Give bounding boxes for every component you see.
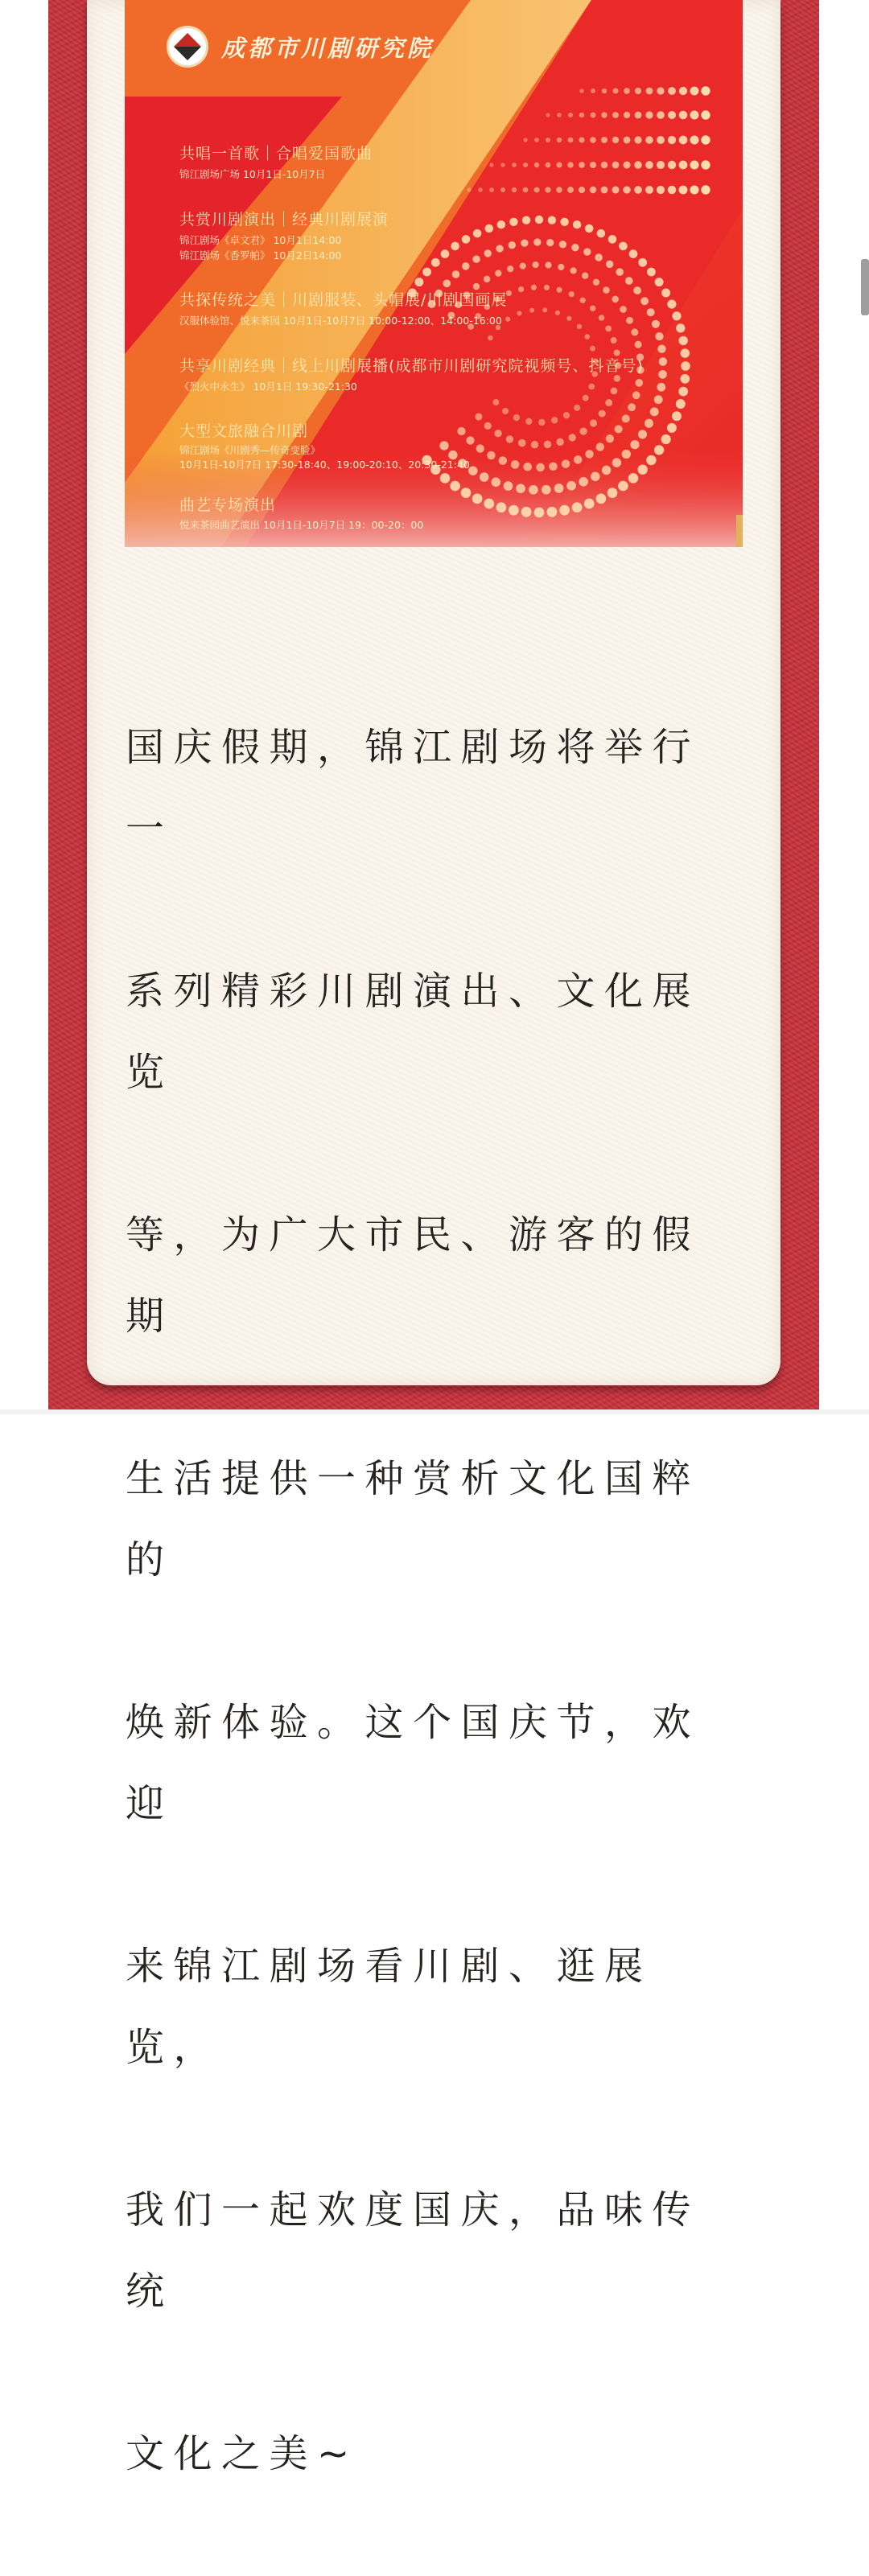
decor-dot — [546, 138, 550, 142]
event-title-6: 曲艺专场演出 — [179, 496, 277, 514]
decor-dot — [668, 111, 676, 119]
decor-dot — [531, 441, 539, 449]
decor-dot — [645, 186, 653, 194]
decor-dot — [569, 434, 576, 441]
event-title-3: 共探传统之美｜川剧服装、头帽展/川剧国画展 — [179, 291, 508, 309]
event-detail-5b: 10月1日-10月7日 17:30-18:40、19:00-20:10、20:30-21:40 — [179, 459, 470, 471]
decor-dot — [563, 412, 570, 418]
decor-dot — [488, 335, 493, 341]
decor-dot — [630, 440, 639, 449]
decor-dot — [601, 137, 607, 143]
decor-dot — [518, 439, 525, 446]
decor-dot — [480, 472, 489, 482]
decor-dot — [577, 324, 582, 329]
decor-dot — [690, 111, 699, 120]
decor-dot — [571, 244, 579, 251]
decor-dot — [462, 235, 471, 244]
decor-dot — [534, 508, 545, 518]
decor-dot — [536, 463, 545, 472]
decor-dot — [545, 187, 550, 192]
decor-dot — [492, 399, 499, 405]
decor-dot — [556, 438, 563, 446]
decor-dot — [523, 163, 528, 167]
decor-dot — [499, 456, 508, 465]
decor-dot — [657, 136, 665, 144]
decor-dot — [612, 137, 619, 143]
event-detail-1a: 锦江剧场广场 10月1日-10月7日 — [179, 168, 326, 180]
decor-dot — [668, 186, 677, 195]
decor-dot — [475, 413, 482, 420]
event-detail-4a: 《烈火中永生》 10月1日 19:30-21:30 — [179, 381, 357, 393]
decor-dot — [590, 162, 596, 168]
decor-dot — [655, 278, 664, 286]
decor-dot — [583, 248, 591, 255]
decor-dot — [628, 473, 639, 484]
decor-dot — [655, 332, 663, 340]
decor-dot — [535, 216, 543, 224]
decor-dot — [579, 187, 585, 193]
decor-dot — [567, 187, 574, 193]
decor-dot — [467, 187, 471, 191]
institute-logo-icon — [167, 26, 208, 68]
decor-dot — [517, 311, 521, 315]
decor-dot — [558, 264, 564, 270]
decor-dot — [476, 444, 484, 452]
decor-dot — [509, 218, 517, 226]
decor-dot — [646, 88, 653, 95]
decor-dot — [645, 161, 653, 169]
decor-dot — [534, 138, 539, 142]
event-title-5: 大型文旅融合川剧 — [179, 422, 309, 440]
event-detail-2a: 锦江剧场《卓文君》 10月1日14:00 — [179, 234, 342, 246]
decor-dot — [620, 306, 627, 313]
decor-dot — [440, 473, 451, 484]
event-title-2: 共赏川剧演出｜经典川剧展演 — [179, 211, 389, 228]
decor-dot — [556, 187, 562, 193]
decor-dot — [574, 405, 580, 411]
decor-dot — [676, 399, 686, 409]
decor-dot — [701, 185, 710, 194]
decor-dot — [638, 258, 647, 267]
article-line: 焕新体验。这个国庆节，欢迎 — [126, 1700, 701, 1826]
decor-dot — [484, 249, 492, 257]
event-poster — [125, 0, 743, 547]
decor-dot — [612, 112, 619, 118]
decor-dot — [615, 425, 623, 433]
decor-dot — [595, 253, 602, 261]
decor-dot — [612, 296, 619, 303]
decor-dot — [557, 113, 562, 117]
decor-dot — [484, 499, 494, 509]
decor-dot — [588, 384, 595, 390]
decor-dot — [602, 88, 607, 94]
decor-dot — [569, 291, 575, 297]
decor-dot — [457, 427, 465, 435]
decor-dot — [548, 216, 556, 224]
decor-dot — [658, 370, 667, 379]
decor-dot — [624, 137, 631, 144]
decor-dot — [635, 88, 641, 94]
decor-dot — [529, 485, 538, 495]
decor-dot — [647, 308, 655, 316]
decor-dot — [538, 419, 545, 426]
decor-dot — [591, 472, 600, 482]
article-line: 系列精彩川剧演出、文化展览 — [126, 969, 701, 1095]
decor-dot — [612, 162, 620, 169]
decor-dot — [579, 162, 585, 168]
decor-dot — [622, 414, 630, 422]
decor-dot — [601, 187, 608, 194]
decor-dot — [494, 430, 501, 437]
decor-dot — [618, 481, 628, 492]
decor-dot — [579, 88, 584, 93]
decor-dot — [450, 481, 460, 492]
decor-dot — [646, 455, 656, 465]
decor-dot — [657, 87, 664, 94]
decor-dot — [690, 185, 698, 194]
decor-dot — [497, 220, 505, 228]
decor-dot — [489, 187, 494, 192]
decor-dot — [624, 88, 630, 94]
decor-dot — [559, 505, 570, 516]
decor-dot — [572, 502, 583, 512]
event-title-1: 共唱一首歌｜合唱爱国歌曲 — [179, 145, 373, 163]
decor-dot — [634, 161, 641, 168]
decor-dot — [533, 261, 539, 268]
decor-dot — [602, 466, 612, 475]
decor-dot — [678, 387, 688, 397]
decor-dot — [624, 112, 630, 118]
decor-dot — [487, 451, 495, 459]
decor-dot — [645, 419, 653, 428]
decor-dot — [422, 268, 431, 277]
decor-dot — [590, 187, 596, 193]
decor-dot — [441, 249, 450, 258]
decor-dot — [443, 279, 451, 287]
decor-dot — [566, 316, 571, 321]
decor-dot — [451, 242, 459, 251]
decor-dot — [557, 138, 562, 142]
decor-dot — [568, 138, 574, 143]
decor-dot — [679, 161, 688, 170]
decor-dot — [672, 311, 681, 320]
article-line: 生活提供一种赏析文化国粹的 — [126, 1456, 701, 1582]
article-paragraph — [126, 626, 745, 2576]
decor-dot — [544, 285, 550, 290]
decor-dot — [502, 408, 509, 414]
decor-dot — [599, 410, 606, 418]
decor-dot — [679, 111, 688, 120]
decor-dot — [562, 459, 570, 468]
decor-dot — [518, 286, 524, 292]
decor-dot — [654, 395, 663, 404]
decor-dot — [573, 220, 581, 228]
bottom-edge — [0, 1409, 869, 1414]
decor-dot — [668, 161, 676, 169]
decor-dot — [431, 258, 440, 267]
decor-dot — [661, 289, 670, 298]
article-line: 来锦江剧场看川剧、逛展览， — [126, 1944, 653, 2070]
decor-dot — [500, 163, 505, 167]
decor-dot — [521, 239, 528, 246]
decor-dot — [690, 135, 698, 144]
decor-dot — [661, 434, 671, 444]
decor-dot — [545, 261, 551, 268]
article-line: 我们一起欢度国庆，品味传统 — [126, 2187, 701, 2314]
decor-dot — [667, 300, 676, 309]
article-line: 文化之美~ — [126, 2431, 359, 2476]
decor-dot — [496, 502, 507, 512]
decor-dot — [525, 418, 532, 425]
decor-dot — [612, 88, 618, 93]
decor-dot — [636, 379, 644, 387]
decor-dot — [485, 224, 493, 232]
decor-dot — [606, 434, 614, 442]
decor-dot — [597, 229, 606, 238]
decor-dot — [566, 481, 576, 491]
decor-dot — [701, 135, 710, 144]
decor-dot — [516, 484, 525, 493]
decor-dot — [556, 162, 562, 167]
decor-dot — [654, 445, 664, 455]
decor-dot — [612, 186, 619, 193]
decor-dot — [542, 485, 551, 495]
decor-dot — [414, 278, 423, 286]
decor-dot — [657, 345, 665, 353]
decor-dot — [580, 298, 586, 303]
decor-dot — [611, 388, 618, 395]
decor-dot — [472, 494, 483, 504]
decor-dot — [601, 112, 607, 117]
decor-dot — [496, 245, 503, 252]
decor-dot — [626, 317, 633, 324]
decor-dot — [668, 87, 676, 95]
decor-dot — [596, 494, 607, 504]
decor-dot — [546, 239, 554, 246]
decor-dot — [679, 136, 688, 145]
decor-dot — [523, 463, 532, 471]
decor-dot — [585, 224, 593, 232]
poster-edge-accent — [736, 515, 743, 547]
decor-dot — [668, 136, 676, 144]
decor-dot — [531, 285, 537, 290]
decor-dot — [616, 268, 624, 276]
decor-dot — [681, 361, 690, 371]
decor-dot — [590, 419, 597, 426]
decor-dot — [611, 337, 617, 344]
decor-dot — [690, 87, 699, 96]
page-scrollbar-thumb[interactable] — [861, 259, 869, 315]
decor-dot — [507, 265, 513, 272]
decor-dot — [513, 414, 520, 421]
decor-dot — [659, 357, 667, 365]
decor-dot — [520, 262, 526, 269]
decor-dot — [559, 241, 566, 248]
decor-dot — [601, 162, 607, 168]
decor-dot — [625, 277, 633, 285]
decor-dot — [523, 138, 527, 142]
event-title-4: 共享川剧经典｜线上川剧展播(成都市川剧研究院视频号、抖音号) — [179, 357, 644, 375]
decor-dot — [533, 187, 539, 192]
decor-dot — [701, 160, 710, 169]
decor-dot — [472, 255, 480, 262]
decor-dot — [583, 395, 589, 401]
decor-dot — [557, 287, 562, 293]
decor-dot — [605, 326, 612, 332]
decor-dot — [500, 187, 505, 192]
decor-dot — [635, 112, 642, 119]
decor-dot — [590, 346, 595, 352]
decor-dot — [511, 460, 520, 469]
decor-dot — [645, 136, 653, 144]
event-detail-3a: 汉服体验馆、悦来茶园 10月1日-10月7日 10:00-12:00、14:00-16:00 — [179, 315, 502, 327]
decor-dot — [534, 163, 539, 167]
decor-dot — [637, 464, 647, 474]
decor-dot — [657, 111, 665, 119]
decor-dot — [638, 430, 647, 438]
decor-dot — [634, 186, 642, 194]
decor-dot — [504, 481, 513, 491]
decor-dot — [544, 441, 552, 449]
decor-dot — [584, 499, 595, 509]
decor-dot — [555, 311, 560, 315]
decor-dot — [591, 113, 596, 118]
decor-dot — [680, 374, 690, 384]
decor-dot — [657, 383, 665, 392]
decor-dot — [591, 88, 595, 93]
decor-dot — [574, 455, 583, 464]
decor-dot — [690, 160, 698, 169]
decor-dot — [489, 163, 493, 167]
decor-dot — [679, 186, 688, 195]
decor-dot — [554, 484, 564, 493]
decor-dot — [570, 267, 576, 274]
decor-dot — [606, 261, 614, 269]
decor-dot — [579, 113, 585, 118]
decor-dot — [439, 441, 448, 450]
decor-dot — [509, 505, 519, 516]
decor-dot — [681, 348, 690, 358]
decor-dot — [672, 411, 682, 421]
decor-dot — [679, 87, 687, 95]
decor-dot — [645, 111, 653, 118]
decor-dot — [631, 328, 638, 335]
decor-dot — [512, 163, 517, 167]
decor-dot — [657, 161, 665, 169]
decor-dot — [647, 268, 656, 277]
decor-dot — [667, 423, 677, 433]
decor-dot — [484, 276, 490, 282]
article-line: 等，为广大市民、游客的假期 — [126, 1212, 701, 1339]
decor-dot — [512, 187, 517, 192]
decor-dot — [522, 216, 530, 224]
decor-dot — [593, 279, 599, 286]
decor-dot — [521, 507, 532, 517]
decor-dot — [701, 110, 710, 119]
decor-dot — [533, 238, 541, 245]
decor-dot — [568, 113, 573, 117]
decor-dot — [462, 262, 470, 270]
institute-name: 成都市川剧研究院 — [221, 35, 434, 62]
decor-dot — [676, 323, 685, 332]
decor-dot — [640, 297, 649, 305]
decor-dot — [551, 417, 558, 423]
event-detail-5a: 锦江剧场《川剧秀—传奇变脸》 — [179, 444, 321, 456]
decor-dot — [579, 427, 587, 434]
decor-dot — [629, 249, 638, 258]
decor-dot — [505, 317, 510, 322]
decor-dot — [612, 458, 621, 467]
decor-dot — [491, 477, 500, 487]
decor-dot — [579, 477, 588, 487]
decor-dot — [452, 270, 460, 278]
decor-dot — [652, 320, 660, 328]
decor-dot — [701, 86, 710, 95]
decor-dot — [579, 137, 584, 142]
decor-dot — [622, 450, 631, 459]
event-detail-6a: 悦来茶园曲艺演出 10月1日-10月7日 19：00-20：00 — [179, 519, 424, 531]
decor-dot — [461, 488, 472, 498]
decor-dot — [590, 305, 595, 311]
decor-dot — [608, 235, 617, 244]
decor-dot — [582, 273, 588, 279]
decor-dot — [634, 136, 641, 143]
event-detail-2b: 锦江剧场《香罗帕》 10月2日14:00 — [179, 249, 342, 261]
decor-dot — [523, 187, 529, 193]
decor-dot — [607, 488, 618, 498]
decor-dot — [549, 463, 558, 471]
decor-dot — [484, 422, 492, 430]
decor-dot — [495, 270, 501, 277]
decor-dot — [546, 163, 551, 168]
decor-dot — [560, 218, 568, 226]
decor-dot — [603, 286, 610, 294]
decor-dot — [650, 407, 659, 416]
decor-dot — [679, 336, 688, 345]
decor-dot — [585, 450, 593, 458]
decor-dot — [529, 308, 534, 313]
decor-dot — [632, 391, 640, 399]
decor-dot — [466, 436, 474, 444]
decor-dot — [596, 442, 604, 451]
decor-dot — [623, 186, 630, 193]
decor-dot — [633, 286, 641, 294]
decor-dot — [657, 186, 665, 194]
decor-dot — [623, 161, 630, 168]
decor-dot — [546, 113, 550, 117]
decor-dot — [635, 341, 642, 348]
decor-dot — [614, 375, 620, 381]
decor-dot — [567, 162, 573, 167]
decor-dot — [605, 399, 612, 406]
decor-dot — [506, 435, 513, 442]
decor-dot — [509, 241, 516, 249]
decor-dot — [599, 315, 605, 321]
decor-dot — [473, 229, 482, 238]
decor-dot — [478, 187, 483, 192]
decor-dot — [628, 403, 636, 411]
decor-dot — [619, 242, 628, 251]
decor-dot — [590, 137, 596, 143]
decor-dot — [542, 307, 547, 312]
decor-dot — [585, 334, 591, 339]
decor-dot — [547, 507, 558, 517]
article-line: 国庆假期，锦江剧场将举行一 — [126, 725, 701, 851]
